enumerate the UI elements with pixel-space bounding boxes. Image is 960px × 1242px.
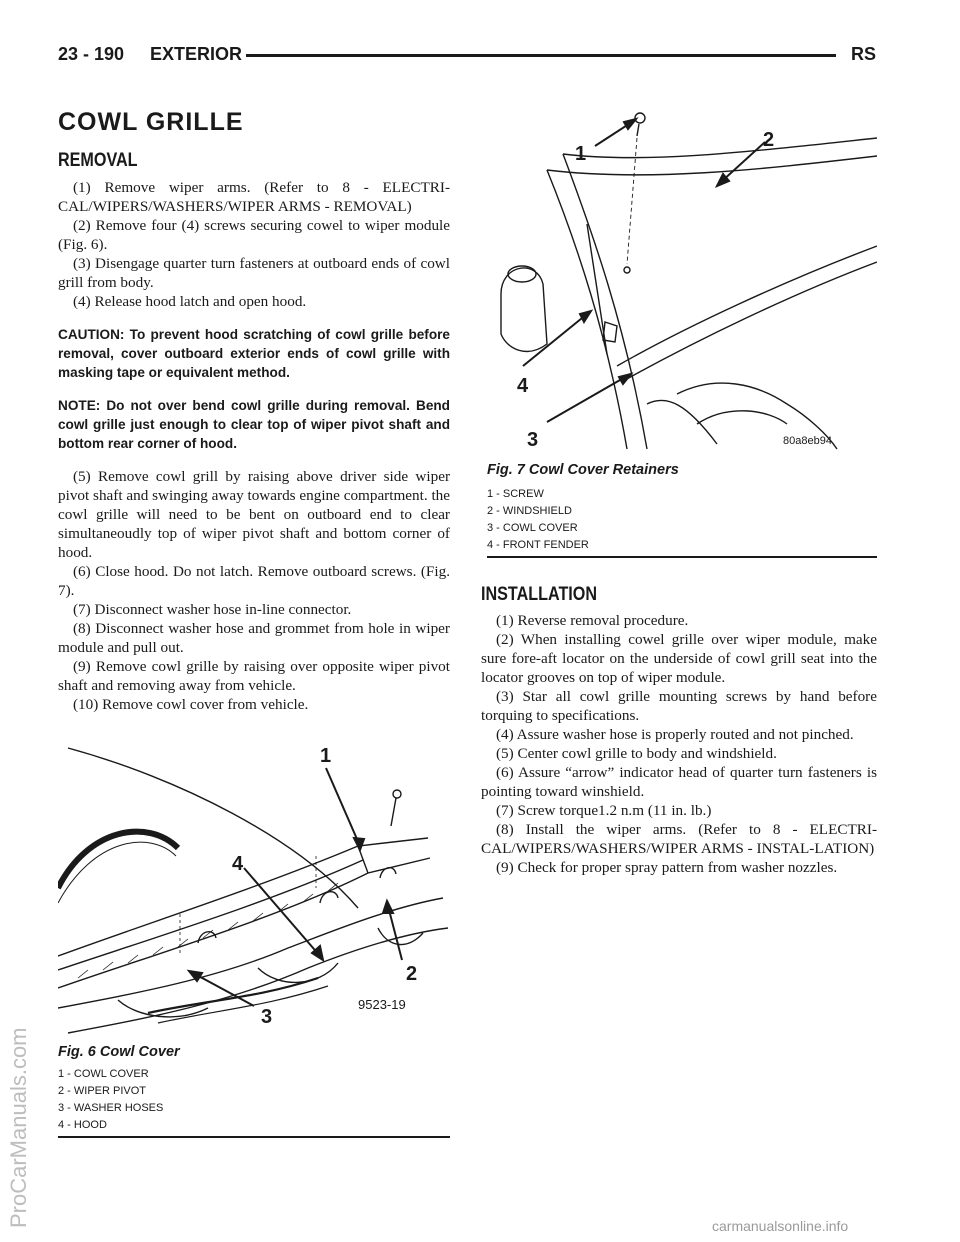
removal-step: (4) Release hood latch and open hood.	[73, 293, 307, 310]
installation-step: (7) Screw torque1.2 n.m (11 in. lb.)	[496, 802, 712, 819]
removal-step: (7) Disconnect washer hose in-line connector.	[73, 601, 352, 618]
header-rule	[246, 54, 836, 57]
installation-step: (1) Reverse removal procedure.	[496, 612, 689, 629]
fig6-legend-item: 3 - WASHER HOSES	[58, 1102, 164, 1114]
installation-step: (6) Assure “arrow” indicator head of quarter turn fasteners is pointing toward winshield.	[481, 764, 877, 800]
page-header	[58, 44, 876, 68]
installation-step: (4) Assure washer hose is properly routed and not pinched.	[496, 726, 854, 743]
removal-step: (9) Remove cowl grille by raising over opposite wiper pivot shaft and removing away from vehicle.	[58, 658, 450, 694]
fig7-legend-item: 4 - FRONT FENDER	[487, 539, 589, 551]
fig6-legend	[58, 1066, 163, 1134]
fig6-legend-item: 4 - HOOD	[58, 1119, 107, 1131]
section-name: EXTERIOR	[150, 44, 243, 64]
fig6-code: 9523-19	[358, 997, 406, 1012]
fig7-legend-item: 3 - COWL COVER	[487, 522, 578, 534]
fig7-illustration	[487, 104, 877, 456]
installation-step: (3) Star all cowl grille mounting screws by hand before torquing to specifications.	[481, 688, 877, 724]
removal-heading: REMOVAL	[58, 150, 138, 171]
removal-text	[58, 178, 450, 714]
fig6-callout-3: 3	[261, 1006, 273, 1028]
fig7-callout-1: 1	[575, 143, 587, 165]
removal-step: (3) Disengage quarter turn fasteners at outboard ends of cowl grill from body.	[58, 255, 450, 291]
fig6-illustration	[58, 738, 450, 1040]
fig6-legend-item: 1 - COWL COVER	[58, 1068, 149, 1080]
caution-note: CAUTION: To prevent hood scratching of cowl grille before removal, cover outboard exterior ends of cowl grille with masking tape or equivalent method.	[58, 327, 450, 380]
note: NOTE: Do not over bend cowl grille during removal. Bend cowl grille just enough to clear top of wiper pivot shaft and bottom rear corner of hood.	[58, 398, 450, 451]
removal-step: (1) Remove wiper arms. (Refer to 8 - ELECTRI-CAL/WIPERS/WASHERS/WIPER ARMS - REMOVAL)	[58, 179, 450, 215]
page-number: 23 - 190	[58, 44, 125, 64]
removal-step: (2) Remove four (4) screws securing cowel to wiper module (Fig. 6).	[58, 217, 450, 253]
model-code: RS	[850, 44, 876, 64]
fig6-legend-item: 2 - WIPER PIVOT	[58, 1085, 147, 1097]
removal-step: (8) Disconnect washer hose and grommet from hole in wiper module and pull out.	[58, 620, 450, 656]
fig6-rule	[58, 1136, 450, 1138]
page-title: COWL GRILLE	[58, 108, 244, 136]
installation-step: (9) Check for proper spray pattern from washer nozzles.	[496, 859, 838, 876]
fig6-callout-4: 4	[232, 853, 244, 875]
removal-step: (5) Remove cowl grill by raising above driver side wiper pivot shaft and swinging away towards engine compartment. the cowl grille will need to be bent on outboard end to clear simultaneoudly top of wiper pivot shaft and bottom corner of hood.	[58, 468, 450, 561]
fig6-caption: Fig. 6 Cowl Cover	[58, 1044, 180, 1060]
installation-step: (2) When installing cowel grille over wiper module, make sure fore-aft locator on the underside of cowl grill seat into the locator grooves on top of wiper module.	[481, 631, 877, 686]
fig7-code: 80a8eb94	[783, 435, 832, 447]
fig7-rule	[487, 556, 877, 558]
installation-heading: INSTALLATION	[481, 584, 598, 605]
fig6-callout-1: 1	[320, 745, 332, 767]
installation-text	[481, 611, 877, 877]
fig7-callout-4: 4	[517, 375, 529, 397]
fig7-legend-item: 2 - WINDSHIELD	[487, 505, 572, 517]
fig7-legend-item: 1 - SCREW	[487, 488, 544, 500]
fig7-legend	[487, 486, 589, 554]
removal-step: (6) Close hood. Do not latch. Remove outboard screws. (Fig. 7).	[58, 563, 450, 599]
installation-step: (8) Install the wiper arms. (Refer to 8 - ELECTRI-CAL/WIPERS/WASHERS/WIPER ARMS - INSTAL-LATION)	[481, 821, 877, 857]
installation-step: (5) Center cowl grille to body and windshield.	[496, 745, 777, 762]
fig7-callout-3: 3	[527, 429, 539, 451]
footer-url: carmanualsonline.info	[712, 1218, 849, 1234]
watermark: ProCarManuals.com	[6, 1027, 31, 1228]
removal-step: (10) Remove cowl cover from vehicle.	[73, 696, 309, 713]
fig7-callout-2: 2	[763, 129, 775, 151]
fig6-callout-2: 2	[406, 963, 418, 985]
fig7-caption: Fig. 7 Cowl Cover Retainers	[487, 462, 679, 478]
